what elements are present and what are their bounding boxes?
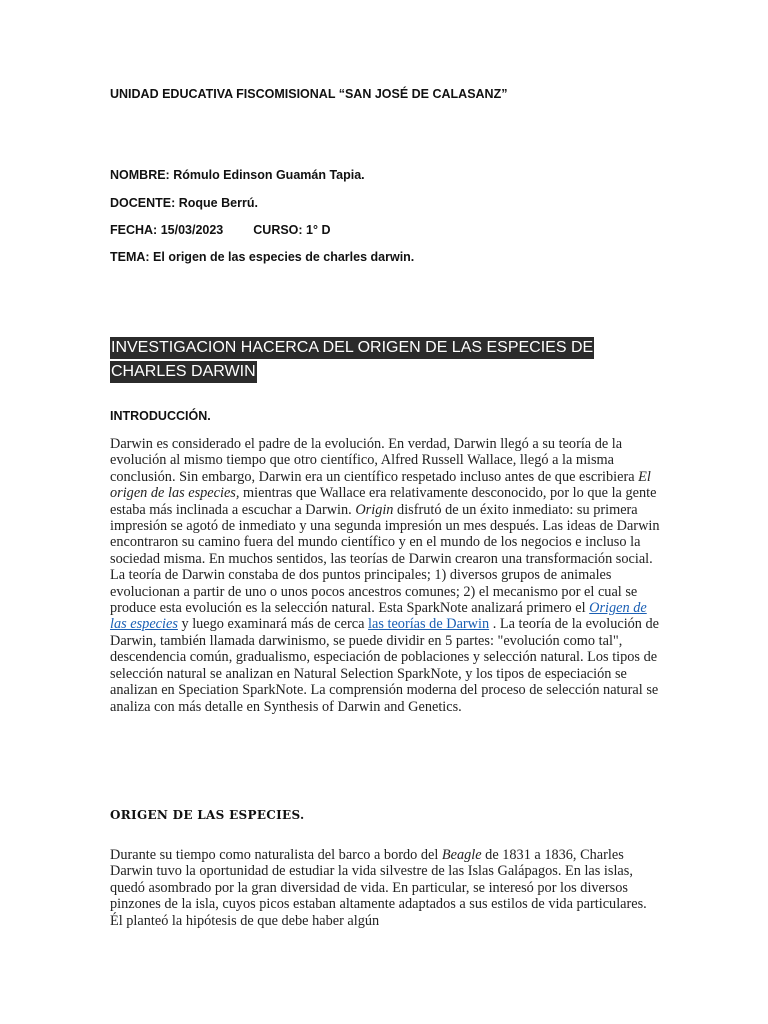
- intro-p1-text-c: disfrutó de un éxito inmediato: su primera impresión se agotó de inmediato y una segunda impresión un mes después. Las ideas de Darwin encontraron su camino fuera del mundo científico y en el mundo de los negocios e incluso la sociedad misma. En muchos sentidos, las teorías de Darwin crearon una transformación social.: [110, 501, 660, 567]
- school-title: UNIDAD EDUCATIVA FISCOMISIONAL “SAN JOSÉ DE CALASANZ”: [110, 87, 508, 101]
- intro-p1-text-a: Darwin es considerado el padre de la evolución. En verdad, Darwin llegó a su teoría de la evolución al mismo tiempo que otro científico, Alfred Russell Wallace, llegó a la misma conclusión. Sin embargo, Darwin era un científico respetado incluso antes de que escribiera: [110, 436, 639, 485]
- banner-line-1: INVESTIGACION HACERCA DEL ORIGEN DE LAS ESPECIES DE: [110, 337, 594, 359]
- student-name: NOMBRE: Rómulo Edinson Guamán Tapia.: [110, 168, 365, 182]
- origin-p1-text-b: de 1831 a 1836, Charles Darwin tuvo la oportunidad de estudiar la vida silvestre de las Islas Galápagos. En las islas, quedó asombrado por la gran diversidad de vida. En particular, se interesó por los diversos pinzones de la isla, cuyos picos estaban altamente adaptados a sus estilos de vida particulares. Él planteó la hipótesis de que debe haber algún: [110, 847, 647, 929]
- intro-paragraph-1: [110, 436, 662, 567]
- book-title: El origen de las especies,: [110, 468, 651, 502]
- course: CURSO: 1° D: [253, 223, 331, 237]
- intro-paragraph-2: [110, 567, 662, 715]
- origin-p1-text-a: Durante su tiempo como naturalista del barco a bordo del: [110, 847, 442, 863]
- origin-body: [110, 847, 662, 929]
- intro-p2-text-c: . La teoría de la evolución de Darwin, también llamada darwinismo, se puede dividir en 5 partes: "evolución como tal", descendencia común, gradualismo, especiación de poblaciones y selección natural. Los tipos de selección natural se analizan en Natural Selection SparkNote, y los tipos de especiación se analizan en Speciation SparkNote. La comprensión moderna del proceso de selección natural se analiza con más detalle en Synthesis of Darwin and Genetics.: [110, 616, 660, 715]
- darwin-theories-link[interactable]: las teorías de Darwin: [368, 616, 490, 633]
- intro-body: [110, 436, 662, 715]
- topic: TEMA: El origen de las especies de charles darwin.: [110, 250, 415, 264]
- intro-p2-text-a: La teoría de Darwin constaba de dos puntos principales; 1) diversos grupos de animales evolucionan a partir de uno o unos pocos ancestros comunes; 2) el mecanismo por el cual se produce esta evolución es la selección natural. Esta SparkNote analizará primero el: [110, 567, 638, 617]
- document-title-banner: [110, 336, 594, 384]
- banner-line-2: CHARLES DARWIN: [110, 361, 257, 383]
- origin-of-species-link[interactable]: Origen de las especies: [110, 600, 647, 633]
- intro-heading: INTRODUCCIÓN.: [110, 409, 211, 423]
- teacher-name: DOCENTE: Roque Berrú.: [110, 196, 258, 210]
- origin-heading: ORIGEN DE LAS ESPECIES.: [110, 808, 305, 822]
- origin-italic: Origin: [355, 501, 394, 518]
- date-course-line: [110, 223, 331, 237]
- date: FECHA: 15/03/2023: [110, 223, 224, 237]
- intro-p1-text-b: mientras que Wallace era relativamente desconocido, por lo que la gente estaba más inclinada a escuchar a Darwin.: [110, 485, 657, 518]
- beagle-italic: Beagle: [441, 847, 482, 863]
- intro-p2-text-b: y luego examinará más de cerca: [177, 616, 369, 633]
- origin-paragraph-1: [110, 847, 662, 929]
